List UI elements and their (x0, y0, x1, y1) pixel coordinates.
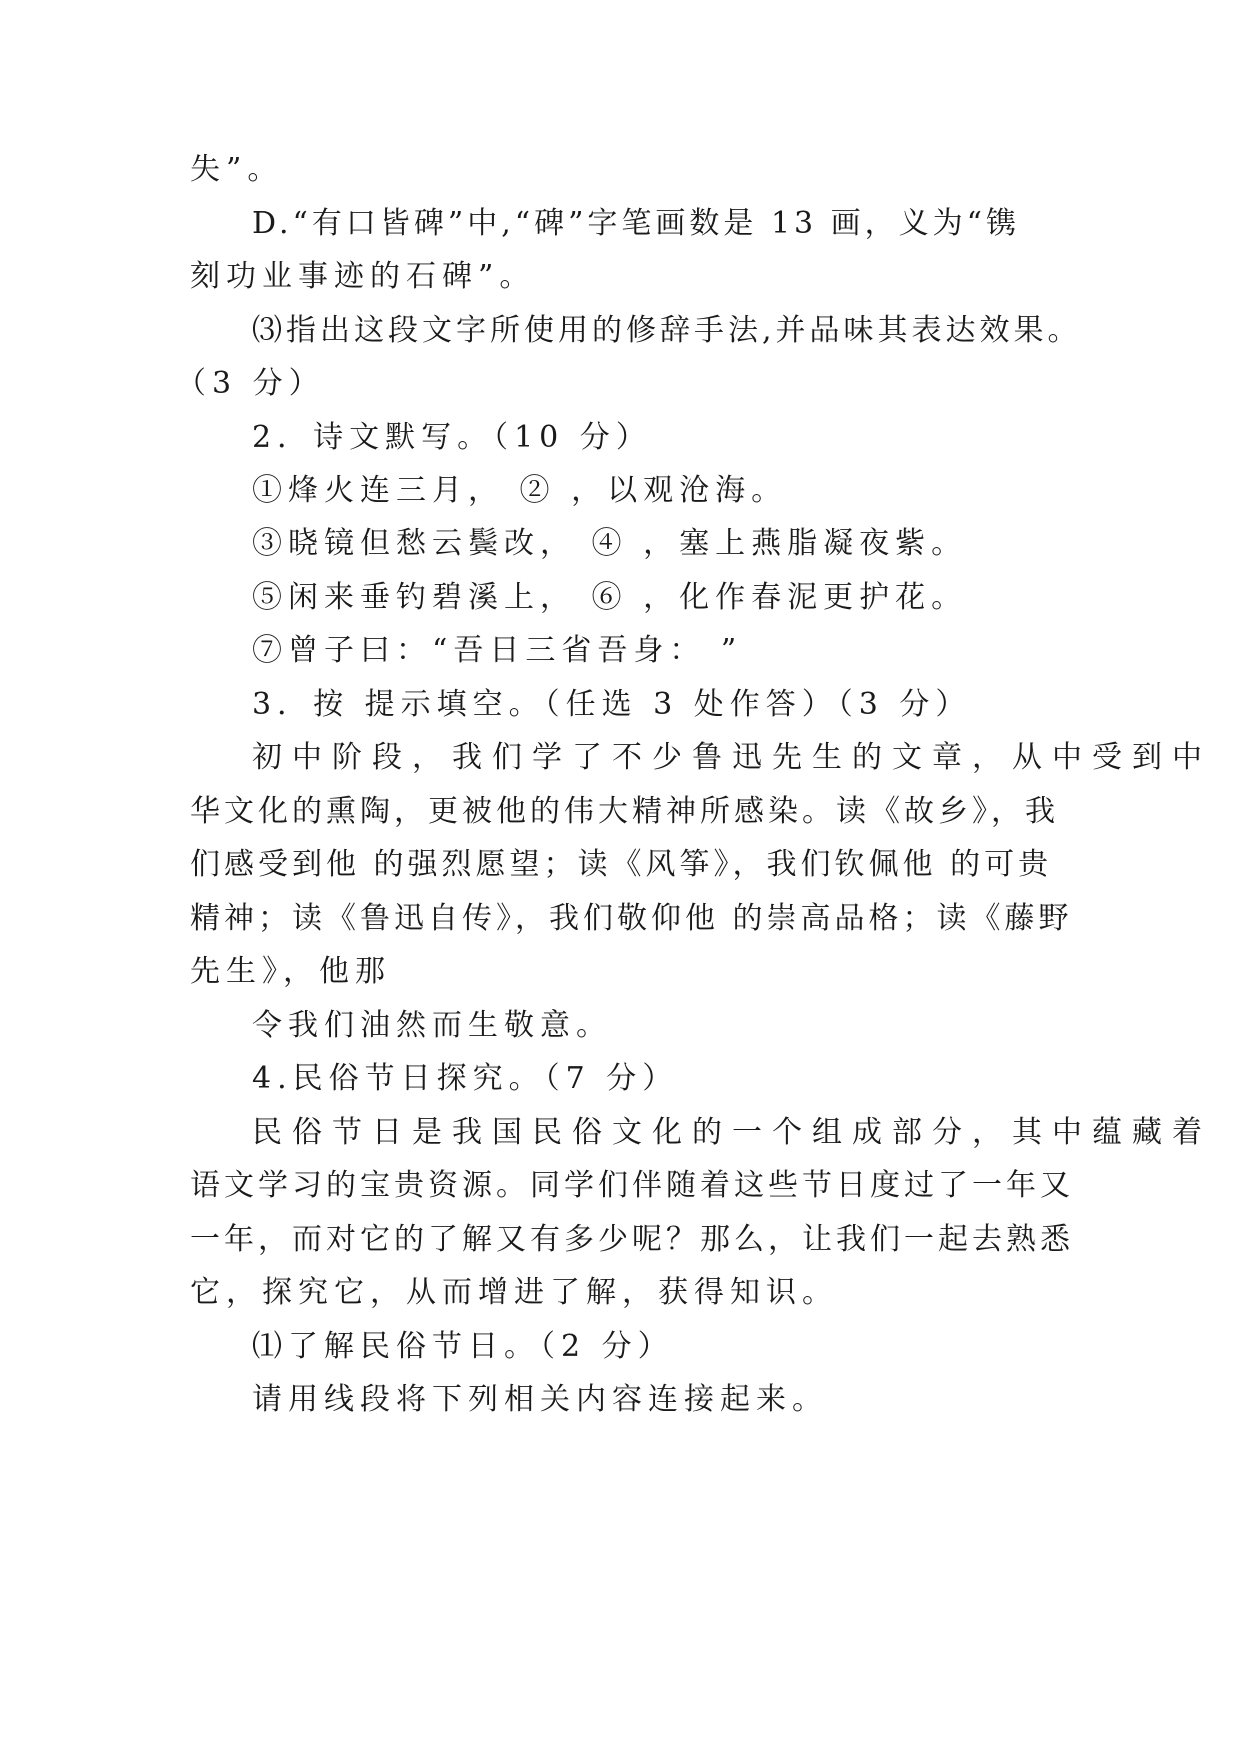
poem-line: ③晓镜但愁云鬓改， ④ ，塞上燕脂凝夜紫。 (252, 526, 968, 561)
text-line: 刻功业事迹的石碑”。 (190, 259, 536, 294)
poem-line: ⑦曾子曰：“吾日三省吾身： ” (252, 633, 743, 668)
section-heading: 2．诗文默写。（10 分） (252, 420, 652, 455)
question-line: ⑶指出这段文字所使用的修辞手法,并品味其表达效果。 (252, 313, 1082, 348)
option-d-line: D.“有口皆碑”中,“碑”字笔画数是 13 画，义为“镌 (252, 206, 1020, 241)
poem-line: ⑤闲来垂钓碧溪上， ⑥ ，化作春泥更护花。 (252, 580, 968, 615)
score-line: （3 分） (176, 366, 325, 401)
text-line: 失”。 (190, 152, 284, 187)
paragraph-line: 们感受到他 的强烈愿望；读《风筝》，我们钦佩他 的可贵 (190, 847, 1053, 882)
instruction-line: 请用线段将下列相关内容连接起来。 (252, 1382, 828, 1417)
paragraph-line: 精神；读《鲁迅自传》，我们敬仰他 的崇高品格；读《藤野 (190, 901, 1073, 936)
paragraph-line: 民俗节日是我国民俗文化的一个组成部分，其中蕴藏着 (252, 1115, 1212, 1150)
paragraph-line: 先生》，他那 (190, 954, 391, 989)
poem-line: ①烽火连三月， ② ，以观沧海。 (252, 473, 788, 508)
section-heading: 4.民俗节日探究。（7 分） (252, 1061, 679, 1096)
paragraph-line: 语文学习的宝贵资源。同学们伴随着这些节日度过了一年又 (190, 1168, 1074, 1203)
paragraph-line: 一年，而对它的了解又有多少呢？那么，让我们一起去熟悉 (190, 1222, 1074, 1257)
paragraph-line: 令我们油然而生敬意。 (252, 1008, 612, 1043)
subquestion-heading: ⑴了解民俗节日。（2 分） (252, 1329, 674, 1364)
paragraph-line: 初中阶段，我们学了不少鲁迅先生的文章，从中受到中 (252, 740, 1212, 775)
paragraph-line: 它，探究它，从而增进了解，获得知识。 (190, 1275, 838, 1310)
paragraph-line: 华文化的熏陶，更被他的伟大精神所感染。读《故乡》，我 (190, 794, 1059, 829)
section-heading: 3．按 提示填空。（任选 3 处作答）（3 分） (252, 687, 972, 722)
